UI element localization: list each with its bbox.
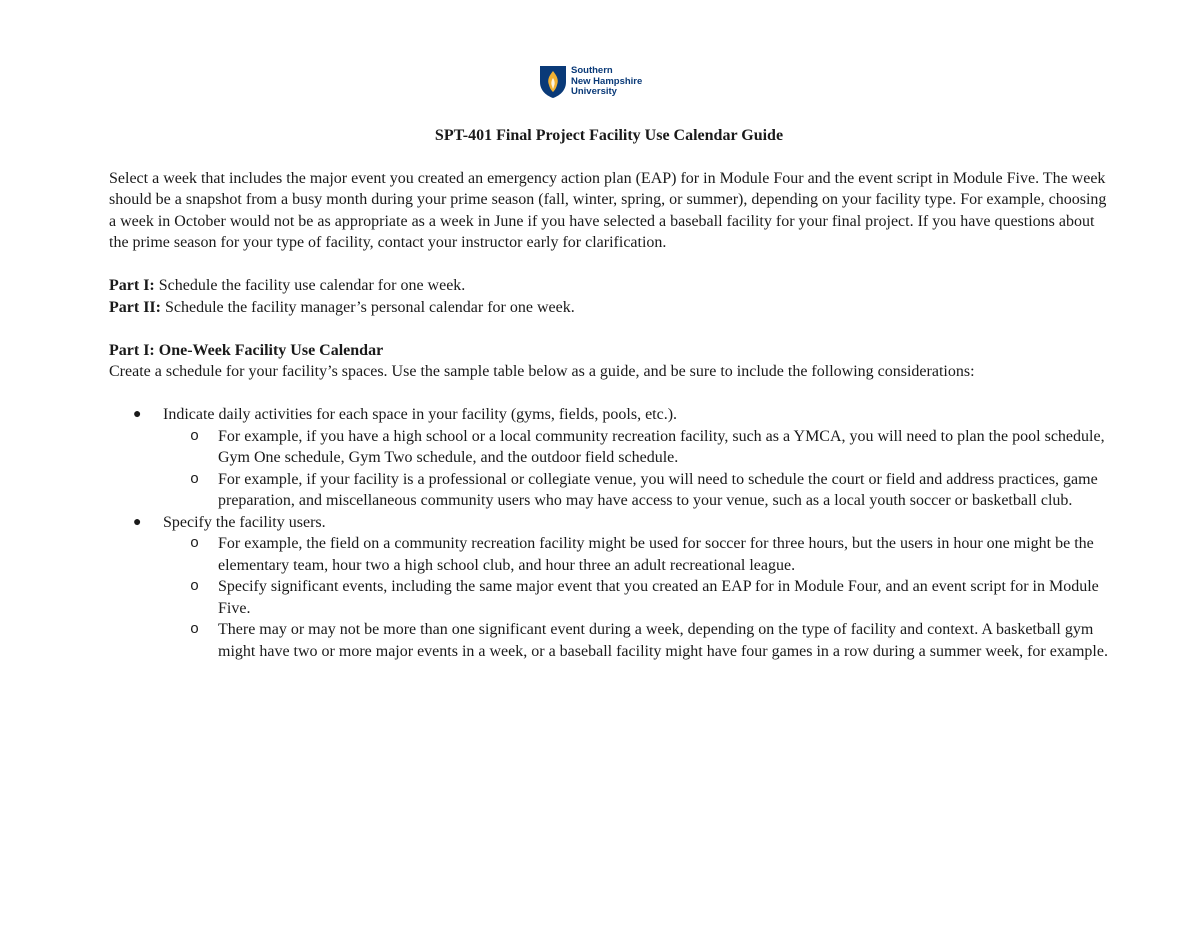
- logo-line-2: New Hampshire: [571, 75, 643, 87]
- sub-list: [163, 426, 1109, 512]
- bullet-dot: ●: [133, 407, 142, 422]
- sub-bullet: o: [190, 535, 200, 552]
- list-item: [109, 512, 1109, 663]
- sub-item-text: For example, if you have a high school or a local community recreation facility, such as a YMCA, you will need to plan the pool schedule, Gym One schedule, Gym Two schedule, and the outdoor field schedule.: [218, 427, 1105, 466]
- sub-list-item: [109, 469, 1109, 512]
- part-one-label: Part I:: [109, 277, 155, 294]
- document-title: SPT-401 Final Project Facility Use Calendar Guide: [434, 127, 784, 144]
- bullet-dot: ●: [133, 514, 142, 530]
- list-item: [109, 404, 1109, 512]
- part-one-text: Schedule the facility use calendar for one week.: [154, 277, 466, 294]
- sub-item-text: There may or may not be more than one significant event during a week, depending on the type of facility and context. A basketball gym might have two or more major events in a week, or a baseball facility might have four games in a row during a summer week, for example.: [218, 621, 1108, 660]
- part-two-label: Part II:: [109, 298, 161, 316]
- sub-list: [163, 533, 1109, 662]
- logo-line-3: University: [571, 86, 617, 97]
- sub-item-text: For example, if your facility is a professional or collegiate venue, you will need to schedule the court or field and address practices, game preparation, and miscellaneous community users who may have access to your venue, such as a local youth soccer or basketball club.: [218, 470, 1098, 509]
- sub-bullet: o: [190, 621, 200, 638]
- document-body: [109, 125, 1109, 662]
- list-item-text: Indicate daily activities for each space in your facility (gyms, fields, pools, etc.).: [163, 406, 678, 423]
- list-item-text: Specify the facility users.: [163, 513, 326, 531]
- sub-bullet: o: [190, 578, 200, 595]
- shield-flame-icon: [539, 65, 567, 99]
- logo-wordmark: [571, 66, 642, 98]
- sub-list-item: [109, 533, 1109, 576]
- considerations-list: [109, 404, 1109, 662]
- sub-item-text: For example, the field on a community recreation facility might be used for soccer for three hours, but the users in hour one might be the elementary team, hour two a high school club, and hour three an adult recreational league.: [218, 535, 1094, 574]
- sub-list-item: [109, 576, 1109, 619]
- sub-list-item: [109, 426, 1109, 469]
- part-two-text: Schedule the facility manager’s personal calendar for one week.: [160, 298, 575, 316]
- section-heading: Part I: One-Week Facility Use Calendar: [109, 341, 384, 359]
- university-logo: [539, 65, 642, 99]
- logo-line-1: Southern: [571, 65, 613, 76]
- section-description: Create a schedule for your facility’s spaces. Use the sample table below as a guide, and be sure to include the following considerations:: [109, 363, 975, 380]
- part-one-line: [109, 275, 1109, 297]
- part-two-line: [109, 297, 1109, 319]
- sub-list-item: [109, 619, 1109, 662]
- sub-bullet: o: [190, 427, 200, 445]
- sub-item-text: Specify significant events, including the same major event that you created an EAP for in Module Four, and an event script for in Module Five.: [218, 578, 1099, 617]
- sub-bullet: o: [190, 470, 200, 488]
- intro-paragraph: Select a week that includes the major event you created an emergency action plan (EAP) for in Module Four and the event script in Module Five. The week should be a snapshot from a busy month during your prime season (fall, winter, spring, or summer), depending on your facility type. For example, choosing a week in October would not be as appropriate as a week in June if you have selected a baseball facility for your final project. If you have questions about the prime season for your type of facility, contact your instructor early for clarification.: [109, 169, 1107, 251]
